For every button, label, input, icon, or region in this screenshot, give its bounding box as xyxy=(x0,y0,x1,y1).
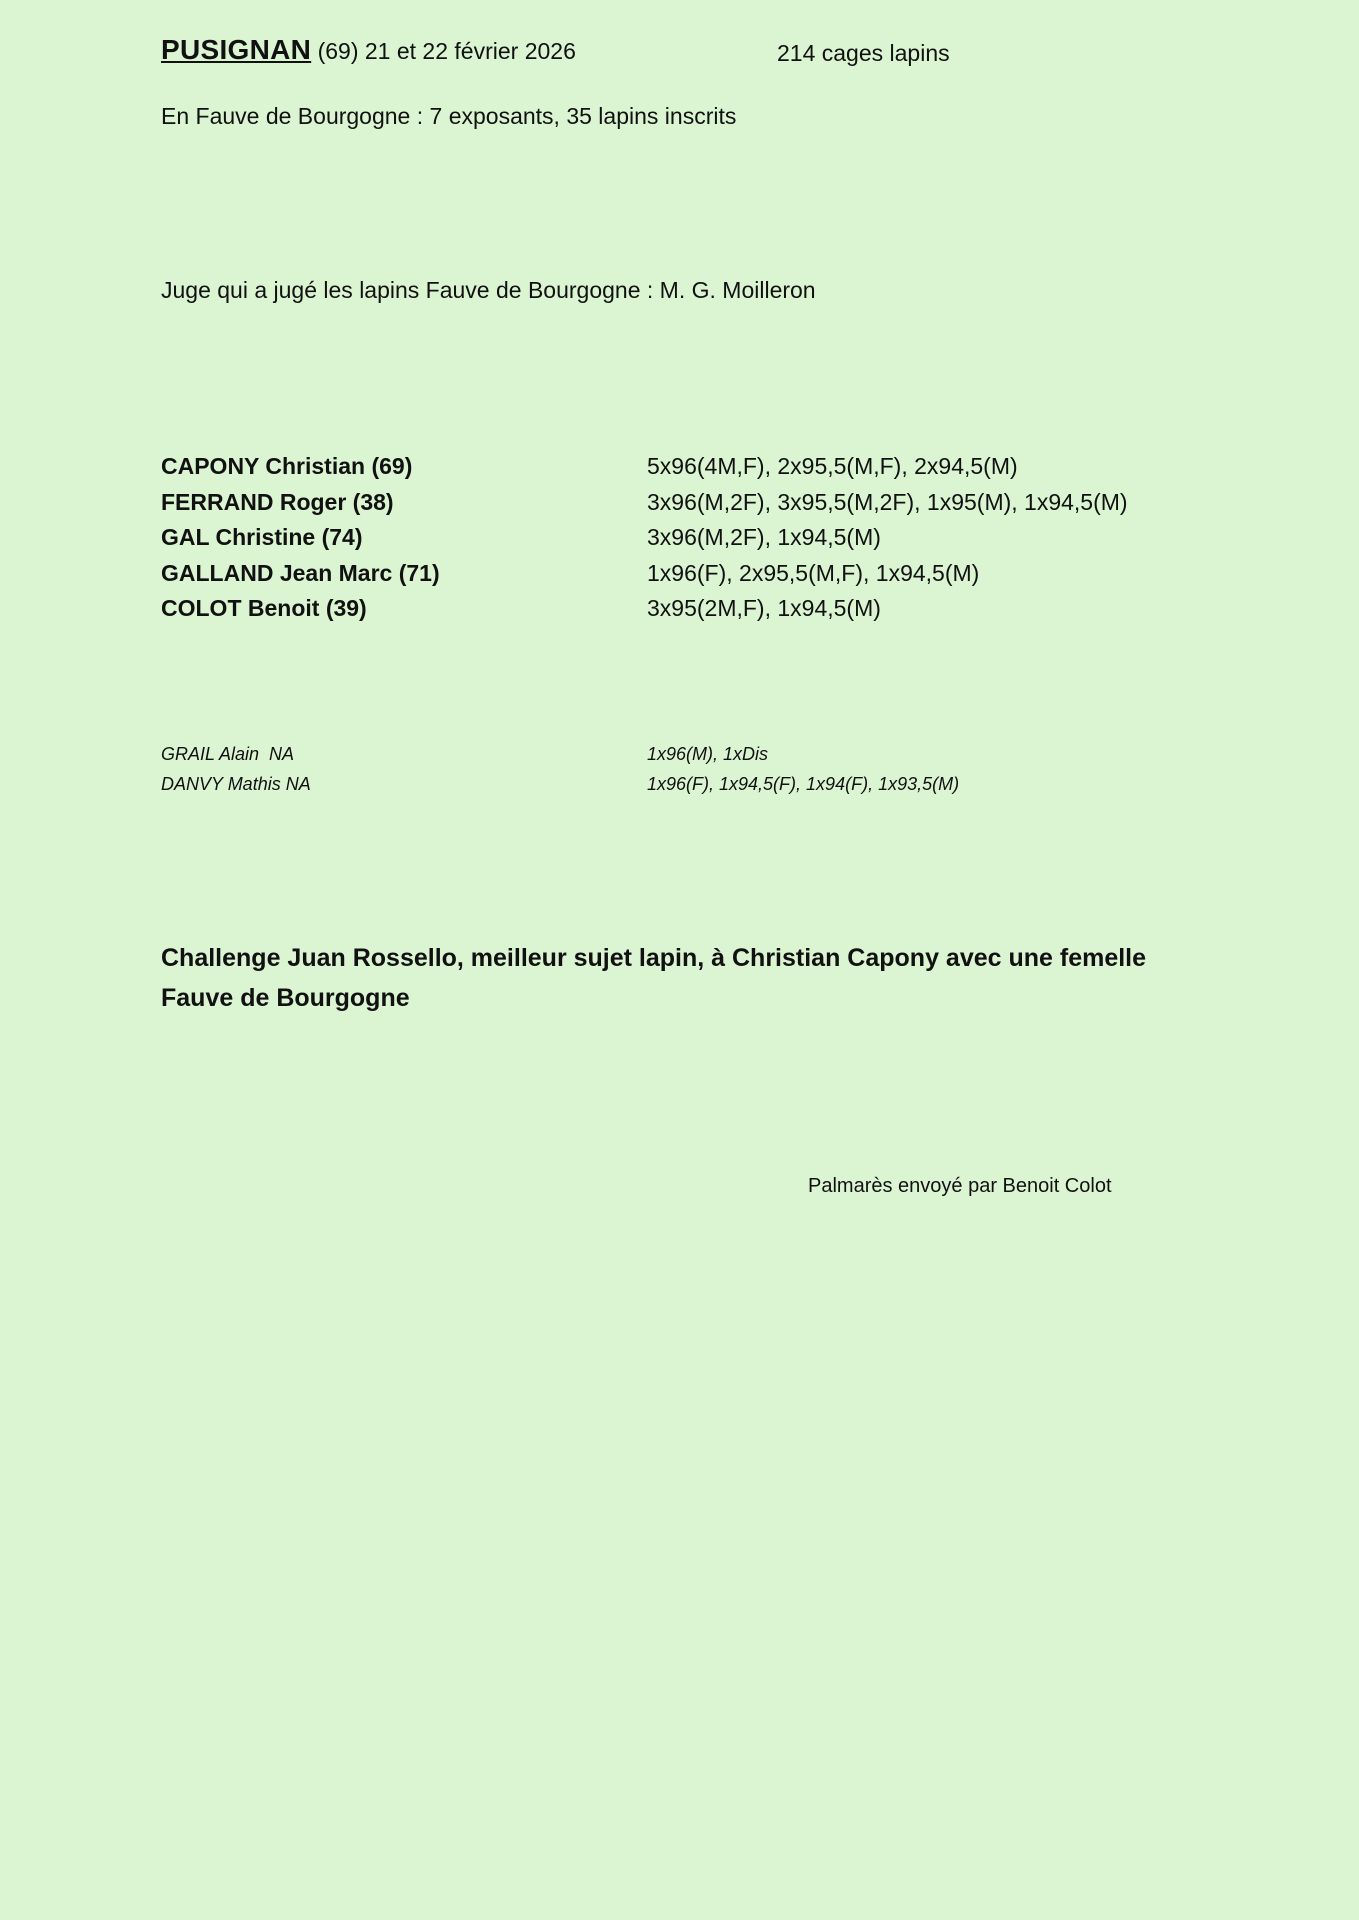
show-details: (69) 21 et 22 février 2026 xyxy=(311,38,576,64)
result-row xyxy=(161,453,1221,489)
exhibitor-name: GAL Christine (74) xyxy=(161,524,363,550)
exhibitor-scores: 1x96(F), 2x95,5(M,F), 1x94,5(M) xyxy=(647,559,980,586)
town-name: PUSIGNAN xyxy=(161,34,312,65)
exhibitor-scores: 3x96(M,2F), 1x94,5(M) xyxy=(647,524,881,550)
non-adherent-scores: 1x96(M), 1xDis xyxy=(647,744,769,764)
non-adherent-list xyxy=(161,744,1221,803)
exhibitor-name: COLOT Benoit (39) xyxy=(161,595,367,621)
sender-credit: Palmarès envoyé par Benoit Colot xyxy=(808,1175,1112,1197)
non-adherent-name: DANVY Mathis NA xyxy=(161,773,311,794)
judge-line: Juge qui a jugé les lapins Fauve de Bourgogne : M. G. Moilleron xyxy=(161,277,816,303)
result-row xyxy=(161,560,1221,596)
cages-count: 214 cages lapins xyxy=(777,40,950,66)
header-line xyxy=(161,34,576,66)
result-row xyxy=(161,489,1221,525)
exhibitor-name: FERRAND Roger (38) xyxy=(161,488,394,515)
exhibitor-name: CAPONY Christian (69) xyxy=(161,453,413,479)
non-adherent-scores: 1x96(F), 1x94,5(F), 1x94(F), 1x93,5(M) xyxy=(647,773,960,794)
non-adherent-row xyxy=(161,744,1221,774)
non-adherent-name: GRAIL Alain NA xyxy=(161,744,295,764)
breed-summary: En Fauve de Bourgogne : 7 exposants, 35 lapins inscrits xyxy=(161,103,737,129)
challenge-award: Challenge Juan Rossello, meilleur sujet lapin, à Christian Capony avec une femelle Fauve de Bourgogne xyxy=(161,944,1147,1012)
exhibitor-scores: 3x96(M,2F), 3x95,5(M,2F), 1x95(M), 1x94,5(M) xyxy=(647,488,1128,515)
exhibitor-scores: 3x95(2M,F), 1x94,5(M) xyxy=(647,595,881,621)
non-adherent-row xyxy=(161,774,1221,804)
exhibitor-name: GALLAND Jean Marc (71) xyxy=(161,559,440,586)
result-row xyxy=(161,595,1221,631)
results-list xyxy=(161,453,1221,631)
result-row xyxy=(161,524,1221,560)
exhibitor-scores: 5x96(4M,F), 2x95,5(M,F), 2x94,5(M) xyxy=(647,453,1018,479)
